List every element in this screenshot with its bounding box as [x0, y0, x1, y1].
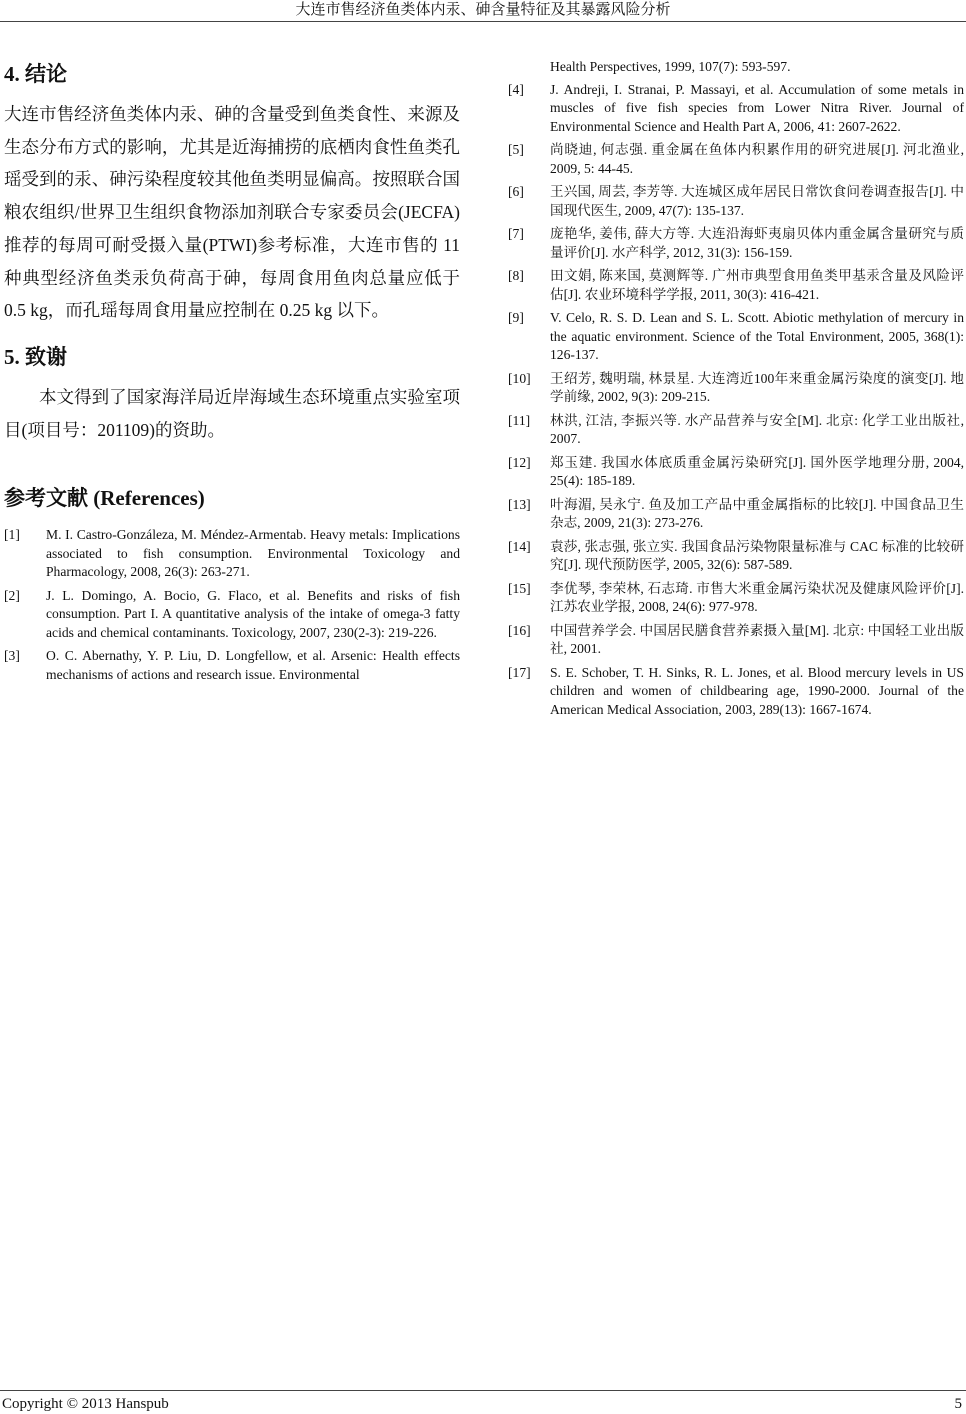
- footer-rule: [0, 1390, 966, 1391]
- reference-number: [11]: [508, 412, 531, 428]
- reference-item: [508, 370, 964, 407]
- reference-text: 王兴国, 周芸, 李芳等. 大连城区成年居民日常饮食问卷调查报告[J]. 中国现代医生, 2009, 47(7): 135-137.: [550, 184, 964, 218]
- reference-number: [8]: [508, 268, 524, 283]
- reference-text: 王绍芳, 魏明瑞, 林景星. 大连湾近100年来重金属污染度的演变[J]. 地学前缘, 2002, 9(3): 209-215.: [550, 370, 964, 404]
- reference-number: [17]: [508, 664, 531, 680]
- reference-item: [508, 183, 964, 220]
- reference-item: [4, 647, 460, 684]
- reference-number: [6]: [508, 184, 524, 199]
- reference-number: [7]: [508, 226, 524, 241]
- reference-item: [508, 225, 964, 262]
- reference-text: 叶海湄, 吴永宁. 鱼及加工产品中重金属指标的比较[J]. 中国食品卫生杂志, 2009, 21(3): 273-276.: [550, 496, 964, 530]
- reference-text: 郑玉建. 我国水体底质重金属污染研究[J]. 国外医学地理分册, 2004, 25(4): 185-189.: [550, 454, 964, 488]
- reference-item: [508, 81, 964, 137]
- reference-number: [1]: [4, 527, 20, 543]
- reference-text: 林洪, 江洁, 李振兴等. 水产品营养与安全[M]. 北京: 化学工业出版社, 2007.: [550, 412, 964, 446]
- acknowledgement-paragraph: 本文得到了国家海洋局近岸海域生态环境重点实验室项目(项目号：201109)的资助。: [4, 386, 460, 440]
- reference-number: [12]: [508, 454, 531, 470]
- left-column: [4, 60, 460, 689]
- reference-number: [10]: [508, 370, 531, 386]
- reference-item: [508, 412, 964, 449]
- reference-text: J. L. Domingo, A. Bocio, G. Flaco, et al. Benefits and risks of fish consumption. Part I. A quantitative analysis of the intake of omega-3 fatty acids and chemical contaminants. Toxicology, 2007, 230(2-3): 219-226.: [46, 587, 460, 640]
- reference-item: [508, 454, 964, 491]
- running-header-title: 大连市售经济鱼类体内汞、砷含量特征及其暴露风险分析: [295, 2, 671, 18]
- reference-number: [14]: [508, 538, 531, 554]
- reference-item: [508, 580, 964, 617]
- reference-text: V. Celo, R. S. D. Lean and S. L. Scott. Abiotic methylation of mercury in the aquatic environment. Science of the Total Environment, 2005, 368(1): 126-137.: [550, 310, 964, 362]
- reference-item: [4, 587, 460, 643]
- reference-item: [508, 538, 964, 575]
- reference-number: [9]: [508, 310, 524, 325]
- reference-text: 田文娟, 陈来国, 莫测辉等. 广州市典型食用鱼类甲基汞含量及风险评估[J]. 农业环境科学学报, 2011, 30(3): 416-421.: [550, 268, 964, 302]
- reference-text: 李优琴, 李荣林, 石志琦. 市售大米重金属污染状况及健康风险评价[J]. 江苏农业学报, 2008, 24(6): 977-978.: [550, 580, 964, 614]
- reference-item: [508, 664, 964, 720]
- reference-item: [508, 267, 964, 304]
- reference-3-continuation: Health Perspectives, 1999, 107(7): 593-597.: [550, 59, 791, 74]
- reference-text: 袁莎, 张志强, 张立实. 我国食品污染物限量标准与 CAC 标准的比较研究[J]. 现代预防医学, 2005, 32(6): 587-589.: [550, 538, 964, 572]
- reference-item: [4, 526, 460, 582]
- footer-page-number: 5: [954, 1396, 962, 1412]
- reference-list-right: [508, 81, 964, 720]
- reference-number: [13]: [508, 496, 531, 512]
- reference-item: [508, 496, 964, 533]
- reference-number: [3]: [4, 648, 20, 664]
- conclusion-heading: 4. 结论: [4, 62, 67, 86]
- reference-number: [4]: [508, 81, 524, 97]
- acknowledgement-heading: 5. 致谢: [4, 344, 67, 369]
- right-column: [508, 58, 964, 724]
- reference-number: [2]: [4, 587, 20, 603]
- reference-item: [508, 622, 964, 659]
- footer-copyright: Copyright © 2013 Hanspub: [2, 1396, 169, 1412]
- reference-text: M. I. Castro-Gonzáleza, M. Méndez-Armentab. Heavy metals: Implications associated to fish consumption. Environmental Toxicology and Pharmacology, 2008, 26(3): 263-271.: [46, 527, 460, 580]
- reference-text: 中国营养学会. 中国居民膳食营养素摄入量[M]. 北京: 中国轻工业出版社, 2001.: [550, 622, 964, 656]
- reference-number: [5]: [508, 142, 524, 157]
- reference-text: S. E. Schober, T. H. Sinks, R. L. Jones, et al. Blood mercury levels in US children and women of childbearing age, 1990-2000. Journal of the American Medical Association, 2003, 289(13): 1667-1674.: [550, 664, 964, 717]
- header-rule: [0, 21, 966, 22]
- reference-text: O. C. Abernathy, Y. P. Liu, D. Longfellow, et al. Arsenic: Health effects mechanisms of actions and research issue. Environmental: [46, 648, 460, 682]
- reference-number: [15]: [508, 580, 531, 596]
- reference-item: [508, 141, 964, 178]
- reference-item: [508, 309, 964, 365]
- reference-text: 尚晓迪, 何志强. 重金属在鱼体内积累作用的研究进展[J]. 河北渔业, 2009, 5: 44-45.: [550, 142, 964, 176]
- conclusion-paragraph: 大连市售经济鱼类体内汞、砷的含量受到鱼类食性、来源及生态分布方式的影响，尤其是近海捕捞的底栖肉食性鱼类孔瑶受到的汞、砷污染程度较其他鱼类明显偏高。按照联合国粮农组织/世界卫生组织食物添加剂联合专家委员会(JECFA)推荐的每周可耐受摄入量(PTWI)参考标准，大连市售的 11 种典型经济鱼类汞负荷高于砷，每周食用鱼肉总量应低于 0.5 kg，而孔瑶每周食用量应控制在 0.25 kg 以下。: [4, 104, 460, 321]
- references-heading: 参考文献 (References): [4, 486, 205, 511]
- reference-list-left: [4, 526, 460, 684]
- reference-text: J. Andreji, I. Stranai, P. Massayi, et al. Accumulation of some metals in muscles of five fish species from Lower Nitra River. Journal of Environmental Science and Health Part A, 2006, 41: 2607-2622.: [550, 81, 964, 134]
- reference-number: [16]: [508, 622, 531, 638]
- reference-text: 庞艳华, 姜伟, 薛大方等. 大连沿海虾夷扇贝体内重金属含量研究与质量评价[J]. 水产科学, 2012, 31(3): 156-159.: [550, 226, 964, 260]
